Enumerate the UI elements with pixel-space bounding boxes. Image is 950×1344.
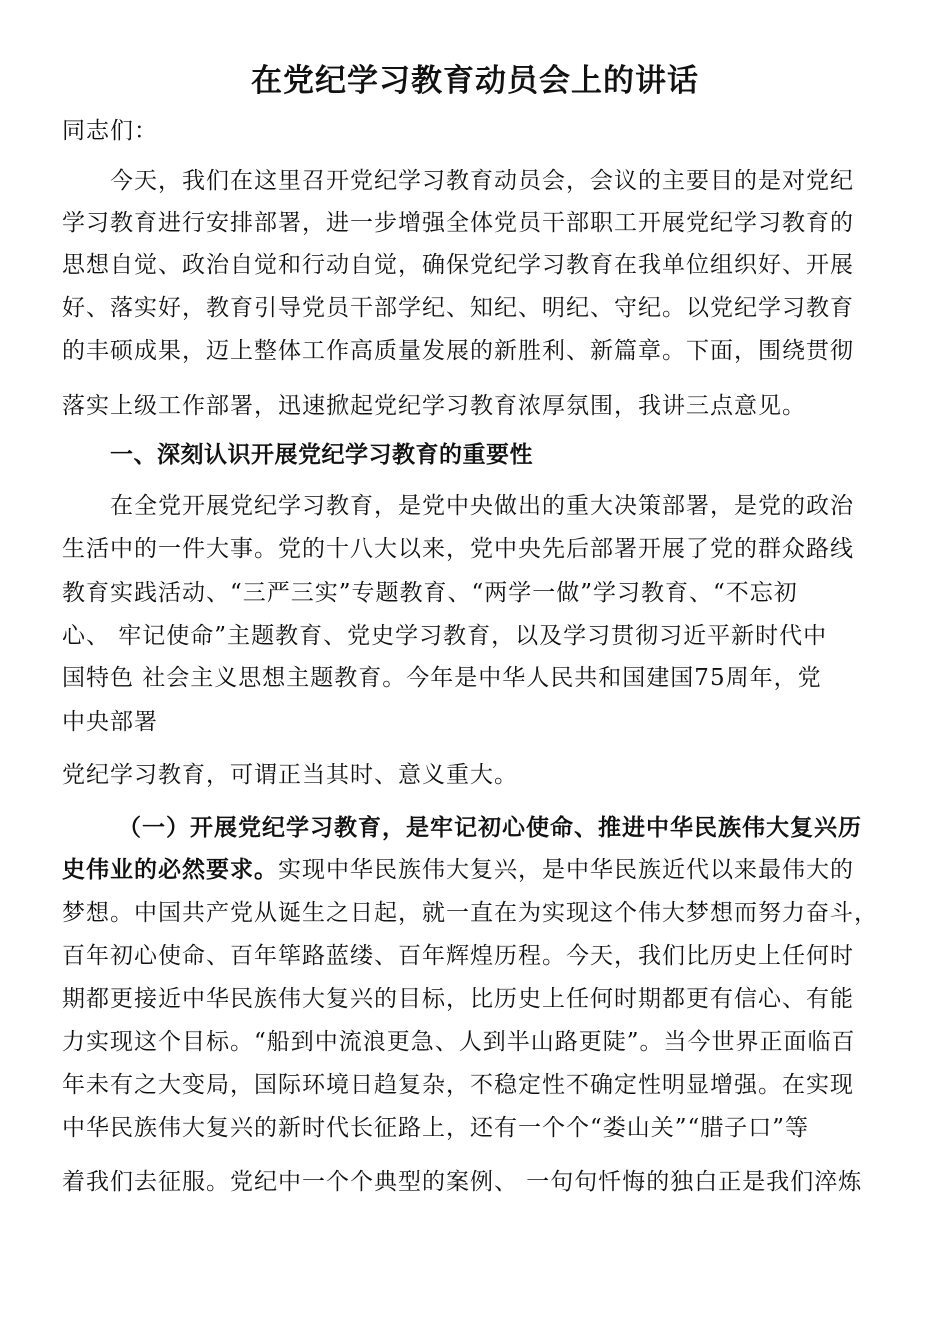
subsection-line: 中华民族伟大复兴的新时代长征路上，还有一个个“娄山关”“腊子口”等 (62, 1115, 810, 1141)
subsection-line: 力实现这个目标。“船到中流浪更急、人到半山路更陡”。当今世界正面临百 (62, 1029, 856, 1055)
section-line: 生活中的一件大事。党的十八大以来，党中央先后部署开展了党的群众路线 (62, 536, 854, 562)
section-line: 心、 牢记使命”主题教育、党史学习教育，以及学习贯彻习近平新时代中 (62, 623, 828, 649)
subsection-line: 百年初心使命、百年筚路蓝缕、百年辉煌历程。今天，我们比历史上任何时 (62, 943, 854, 969)
subsection-heading-end: 史伟业的必然要求。 (62, 856, 278, 883)
salutation: 同志们： (62, 118, 158, 144)
subsection-line: 着我们去征服。党纪中一个个典型的案例、 一句句忏悔的独白正是我们淬炼 (62, 1169, 863, 1195)
section-line: 国特色 社会主义思想主题教育。今年是中华人民共和国建国75周年，党 (62, 665, 822, 691)
subsection-line (62, 855, 892, 885)
intro-line: 思想自觉、政治自觉和行动自觉，确保党纪学习教育在我单位组织好、开展 (62, 252, 854, 278)
intro-line: 的丰硕成果，迈上整体工作高质量发展的新胜利、新篇章。下面，围绕贯彻 (62, 338, 854, 364)
subsection-line: 梦想。中国共产党从诞生之日起，就一直在为实现这个伟大梦想而努力奋斗， (62, 900, 878, 926)
subsection-line: 期都更接近中华民族伟大复兴的目标，比历史上任何时期都更有信心、有能 (62, 986, 854, 1012)
intro-line: 好、落实好，教育引导党员干部学纪、知纪、明纪、守纪。以党纪学习教育 (62, 295, 854, 321)
subsection-text: 实现中华民族伟大复兴，是中华民族近代以来最伟大的 (278, 857, 854, 883)
subsection-line: 年未有之大变局，国际环境日趋复杂，不稳定性不确定性明显增强。在实现 (62, 1072, 854, 1098)
section-line: 教育实践活动、“三严三实”专题教育、“两学一做”学习教育、“不忘初 (62, 580, 798, 606)
section-line: 党纪学习教育，可谓正当其时、意义重大。 (62, 762, 518, 788)
section-heading: 一、深刻认识开展党纪学习教育的重要性 (110, 442, 533, 468)
section-line: 在全党开展党纪学习教育，是党中央做出的重大决策部署，是党的政治 (110, 493, 854, 519)
intro-line: 学习教育进行安排部署，进一步增强全体党员干部职工开展党纪学习教育的 (62, 210, 854, 236)
intro-line: 今天，我们在这里召开党纪学习教育动员会，会议的主要目的是对党纪 (110, 168, 854, 194)
intro-line: 落实上级工作部署，迅速掀起党纪学习教育浓厚氛围，我讲三点意见。 (62, 393, 806, 419)
document-title: 在党纪学习教育动员会上的讲话 (251, 63, 699, 99)
subsection-heading: （一）开展党纪学习教育，是牢记初心使命、推进中华民族伟大复兴历 (118, 814, 862, 841)
section-line: 中央部署 (62, 709, 158, 735)
